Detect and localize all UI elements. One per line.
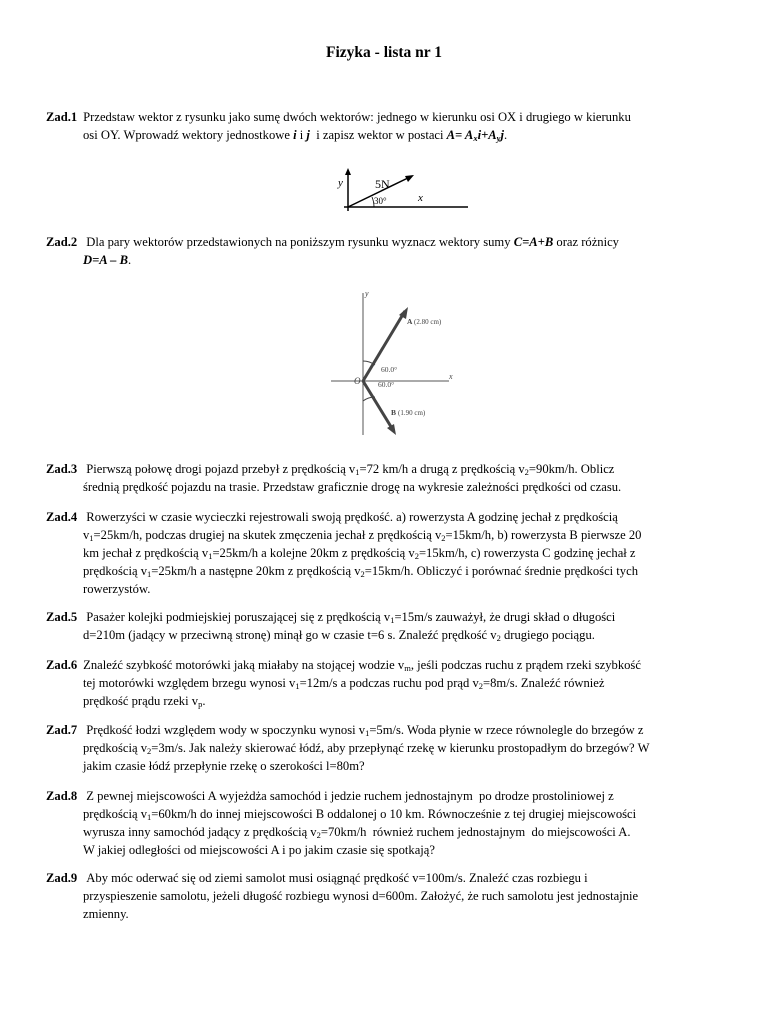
task-label: Zad.4: [46, 510, 78, 524]
task-1: Zad.1 Przedstaw wektor z rysunku jako sumę dwóch wektorów: jednego w kierunku osi OX i drugiego w kierunku osi OY. Wprowadź wektory jednostkowe i i j i zapisz wektor w postaci $A= A_xi+A_yj$.: [46, 110, 631, 143]
task-label: Zad.3: [46, 462, 78, 476]
fig2-a-length: (2.80 cm): [414, 318, 442, 326]
vector-figure-2: [327, 285, 467, 445]
fig2-y-label: y: [365, 289, 369, 298]
task-5: Zad.5 Pasażer kolejki podmiejskiej poruszającej się z prędkością $v_1=15m/s$ zauważył, że drugi skład o długości d=210m (jadący w przeciwną stronę) minął go w czasie t=6 s. Znaleźć prędkość $v_2$ drugiego pociągu.: [46, 610, 616, 643]
task-3: Zad.3 Pierwszą połowę drogi pojazd przebył z prędkością $v_1=72$ km/h a drugą z prędkością $v_2=90km/h$. Oblicz średnią prędkość pojazdu na trasie. Przedstaw graficznie drogę na wykresie zależności prędkości od czasu.: [46, 462, 622, 494]
vector-figure-1: [334, 165, 474, 215]
task-4: Zad.4 Rowerzyści w czasie wycieczki rejestrowali swoją prędkość. a) rowerzysta A godzinę jechał z prędkością $v_1=25km/h$, podczas drugiej na skutek zmęczenia jechał z prędkością $v_2=15km/h$, b) rowerzysta B pierwsze 20 km jechał z prędkością $v_1=25km/h$ a kolejne 20km z prędkością $v_2=15km/h$, c) rowerzysta C godzinę jechał z prędkością $v_1=25km/h$ a następne 20km z prędkością $v_2=15km/h$. Obliczyć i porównać średnie prędkości tych rowerzystów.: [46, 510, 642, 596]
task-7: Zad.7 Prędkość łodzi względem wody w spoczynku wynosi $v_1=5m/s$. Woda płynie w rzece równolegle do brzegów z prędkością $v_2=3m/s$. Jak należy skierować łódź, aby przepłynąć rzekę w kierunku prostopadłym do brzegów? W jakim czasie łódź przepłynie rzekę o szerokości l=80m?: [46, 723, 650, 773]
fig2-x-label: x: [449, 372, 453, 381]
fig1-y-label: y: [338, 177, 343, 189]
task-label: Zad.6: [46, 658, 78, 672]
task-6: Zad.6 Znaleźć szybkość motorówki jaką miałaby na stojącej wodzie $v_m$, jeśli podczas ruchu z prądem rzeki szybkość tej motorówki względem brzegu wynosi $v_1=12m/s$ a podczas ruchu pod prąd $v_2=8m/s$. Znaleźć również prędkość prądu rzeki $v_p$.: [46, 658, 641, 709]
task-label: Zad.5: [46, 610, 78, 624]
fig2-origin-label: O: [354, 376, 361, 386]
task-label: Zad.2: [46, 235, 78, 249]
task-label: Zad.1: [46, 110, 78, 124]
fig1-x-label: x: [418, 192, 423, 204]
fig1-force-label: 5N: [375, 177, 390, 191]
fig2-a-symbol: A: [407, 317, 413, 326]
fig2-angle-1: 60.0°: [381, 365, 398, 374]
task-8: Zad.8 Z pewnej miejscowości A wyjeżdża samochód i jedzie ruchem jednostajnym po drodze prostoliniowej z prędkością $v_1=60km/h$ do innej miejscowości B oddalonej o 10 km. Równocześnie z tej drugiej miejscowości wyrusza inny samochód jadący z prędkością $v_2=70km/h$ również ruchem jednostajnym do miejscowości A. W jakiej odległości od miejscowości A i po jakim czasie się spotkają?: [46, 789, 637, 857]
fig2-angle-2: 60.0°: [378, 380, 395, 389]
task-label: Zad.9: [46, 871, 78, 885]
task-2: Zad.2 Dla pary wektorów przedstawionych na poniższym rysunku wyznacz wektory sumy C=A+B oraz różnicy D=A – B.: [46, 235, 619, 267]
fig2-b-symbol: B: [391, 408, 397, 417]
task-9: Zad.9 Aby móc oderwać się od ziemi samolot musi osiągnąć prędkość v=100m/s. Znaleźć czas rozbiegu i przyspieszenie samolotu, jeżeli długość rozbiegu wynosi d=600m. Założyć, że ruch samolotu jest jednostajnie zmienny.: [46, 871, 639, 921]
fig2-b-length: (1.90 cm): [398, 409, 426, 417]
task-label: Zad.7: [46, 723, 78, 737]
page-title: Fizyka - lista nr 1: [326, 44, 442, 61]
task-label: Zad.8: [46, 789, 78, 803]
fig1-angle-label: 30°: [374, 196, 387, 206]
